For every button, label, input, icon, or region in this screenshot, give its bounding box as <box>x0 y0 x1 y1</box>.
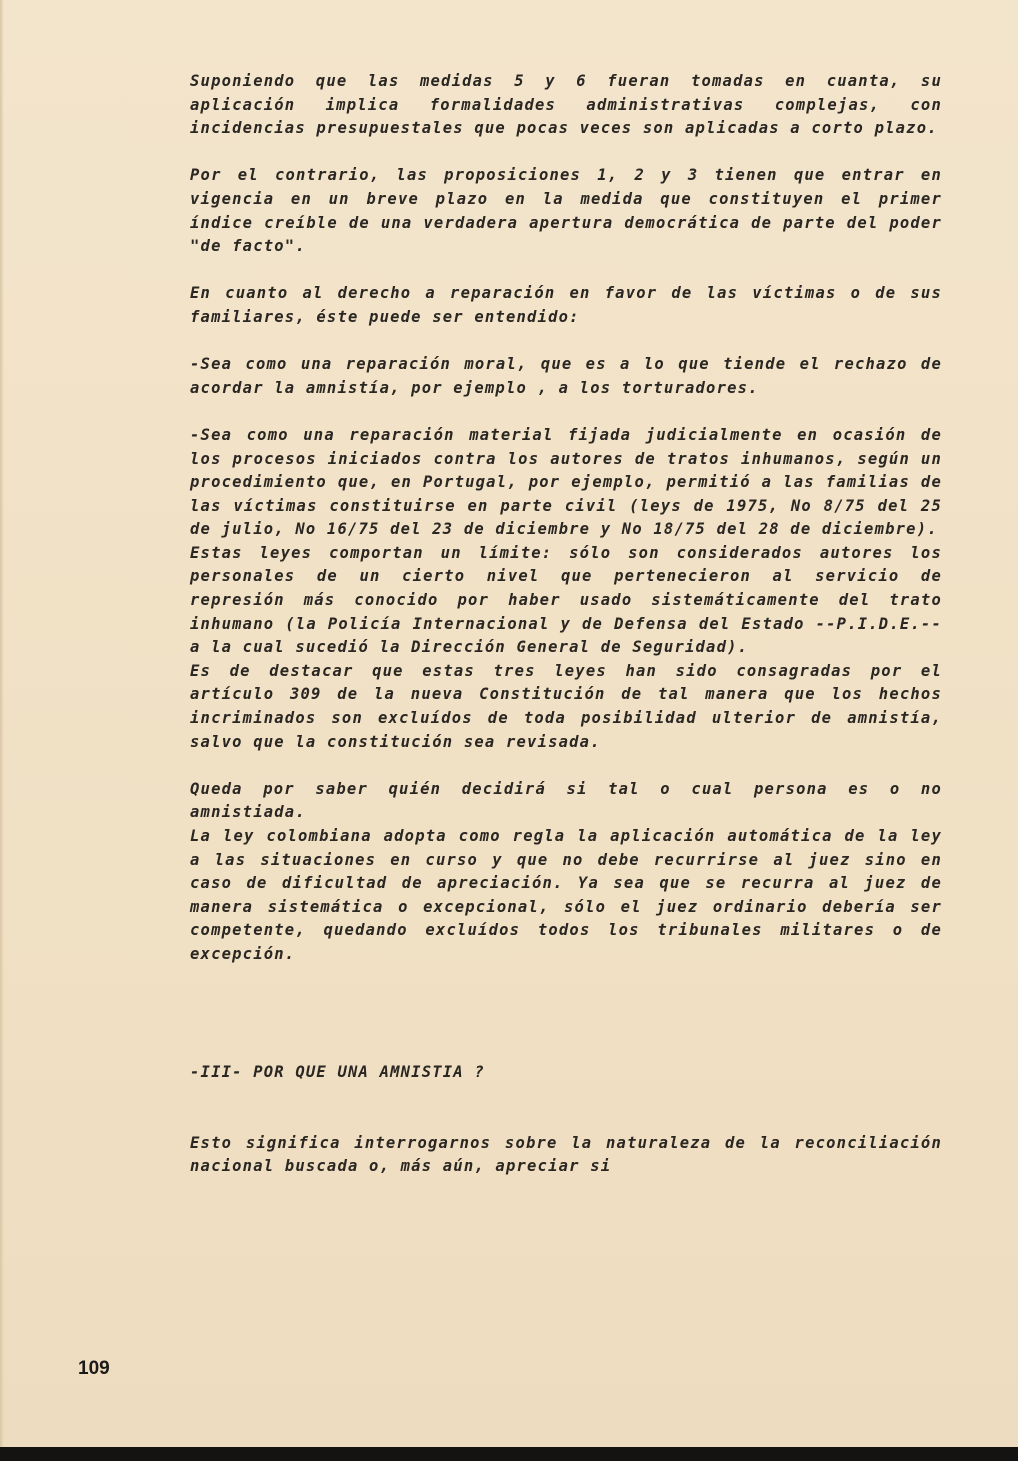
paragraph-closing: Esto significa interrogarnos sobre la naturaleza de la reconciliación nacional buscada o, más aún, apreciar si <box>190 1133 942 1176</box>
body-text <box>190 70 942 1179</box>
paragraph-gap <box>190 754 942 778</box>
paragraph-gap <box>190 1085 942 1109</box>
paragraph-reparacion-moral: -Sea como una reparación moral, que es a lo que tiende el rechazo de acordar la amnistía, por ejemplo , a los torturadores. <box>190 355 942 397</box>
paragraph-gap <box>190 141 942 165</box>
paragraph-gap <box>190 967 942 991</box>
section-heading: -III- POR QUE UNA AMNISTIA ? <box>190 1062 485 1081</box>
paragraph-derecho-reparacion: En cuanto al derecho a reparación en favor de las víctimas o de sus familiares, éste puede ser entendido: <box>190 284 942 326</box>
paragraph-gap <box>190 330 942 354</box>
paragraph-constitucion: Es de destacar que estas tres leyes han sido consagradas por el artículo 309 de la nueva Constitución de tal manera que los hechos incriminados son excluídos de toda posibilidad ulterior de amnistía, salvo que la constitución sea revisada. <box>190 661 942 751</box>
paragraph-leyes-limite: Estas leyes comportan un límite: sólo son considerados autores los personales de un cierto nivel que pertenecieron al servicio de represión más conocido por haber usado sistemáticamente del trato inhumano (la Policía Internacional y de Defensa del Estado --P.I.D.E.-- a la cual sucedió la Dirección General de Seguridad). <box>190 543 942 657</box>
paragraph-gap <box>190 990 942 1014</box>
paragraph-gap <box>190 1108 942 1132</box>
paragraph-gap <box>190 1014 942 1038</box>
paragraph-medidas: Suponiendo que las medidas 5 y 6 fueran tomadas en cuanta, su aplicación implica formalidades administrativas complejas, con incidencias presupuestales que pocas veces son aplicadas a corto plazo. <box>190 72 942 138</box>
page-number: 109 <box>78 1358 110 1379</box>
paragraph-gap <box>190 259 942 283</box>
paragraph-gap <box>190 400 942 424</box>
paragraph-queda-saber: Queda por saber quién decidirá si tal o cual persona es o no amnistiada. <box>190 779 942 822</box>
paragraph-reparacion-material: -Sea como una reparación material fijada judicialmente en ocasión de los procesos iniciados contra los autores de tratos inhumanos, según un procedimiento que, en Portugal, por ejemplo, permitió a las familias de las víctimas constituirse en parte civil (leys de 1975, No 8/75 del 25 de julio, No 16/75 del 23 de diciembre y No 18/75 del 28 de diciembre). <box>190 425 942 539</box>
page-edge-shadow <box>0 0 4 1447</box>
paragraph-proposiciones: Por el contrario, las proposiciones 1, 2 y 3 tienen que entrar en vigencia en un breve plazo en la medida que constituyen el primer índice creíble de una verdadera apertura democrática de parte del poder "de facto". <box>190 166 942 256</box>
paragraph-ley-colombiana: La ley colombiana adopta como regla la aplicación automática de la ley a las situaciones en curso y que no debe recurrirse al juez sino en caso de dificultad de apreciación. Ya sea que se recurra al juez de manera sistemática o excepcional, sólo el juez ordinario debería ser competente, quedando excluídos todos los tribunales militares o de excepción. <box>190 827 942 963</box>
scan-bottom-border <box>0 1447 1018 1461</box>
paragraph-gap <box>190 1037 942 1061</box>
